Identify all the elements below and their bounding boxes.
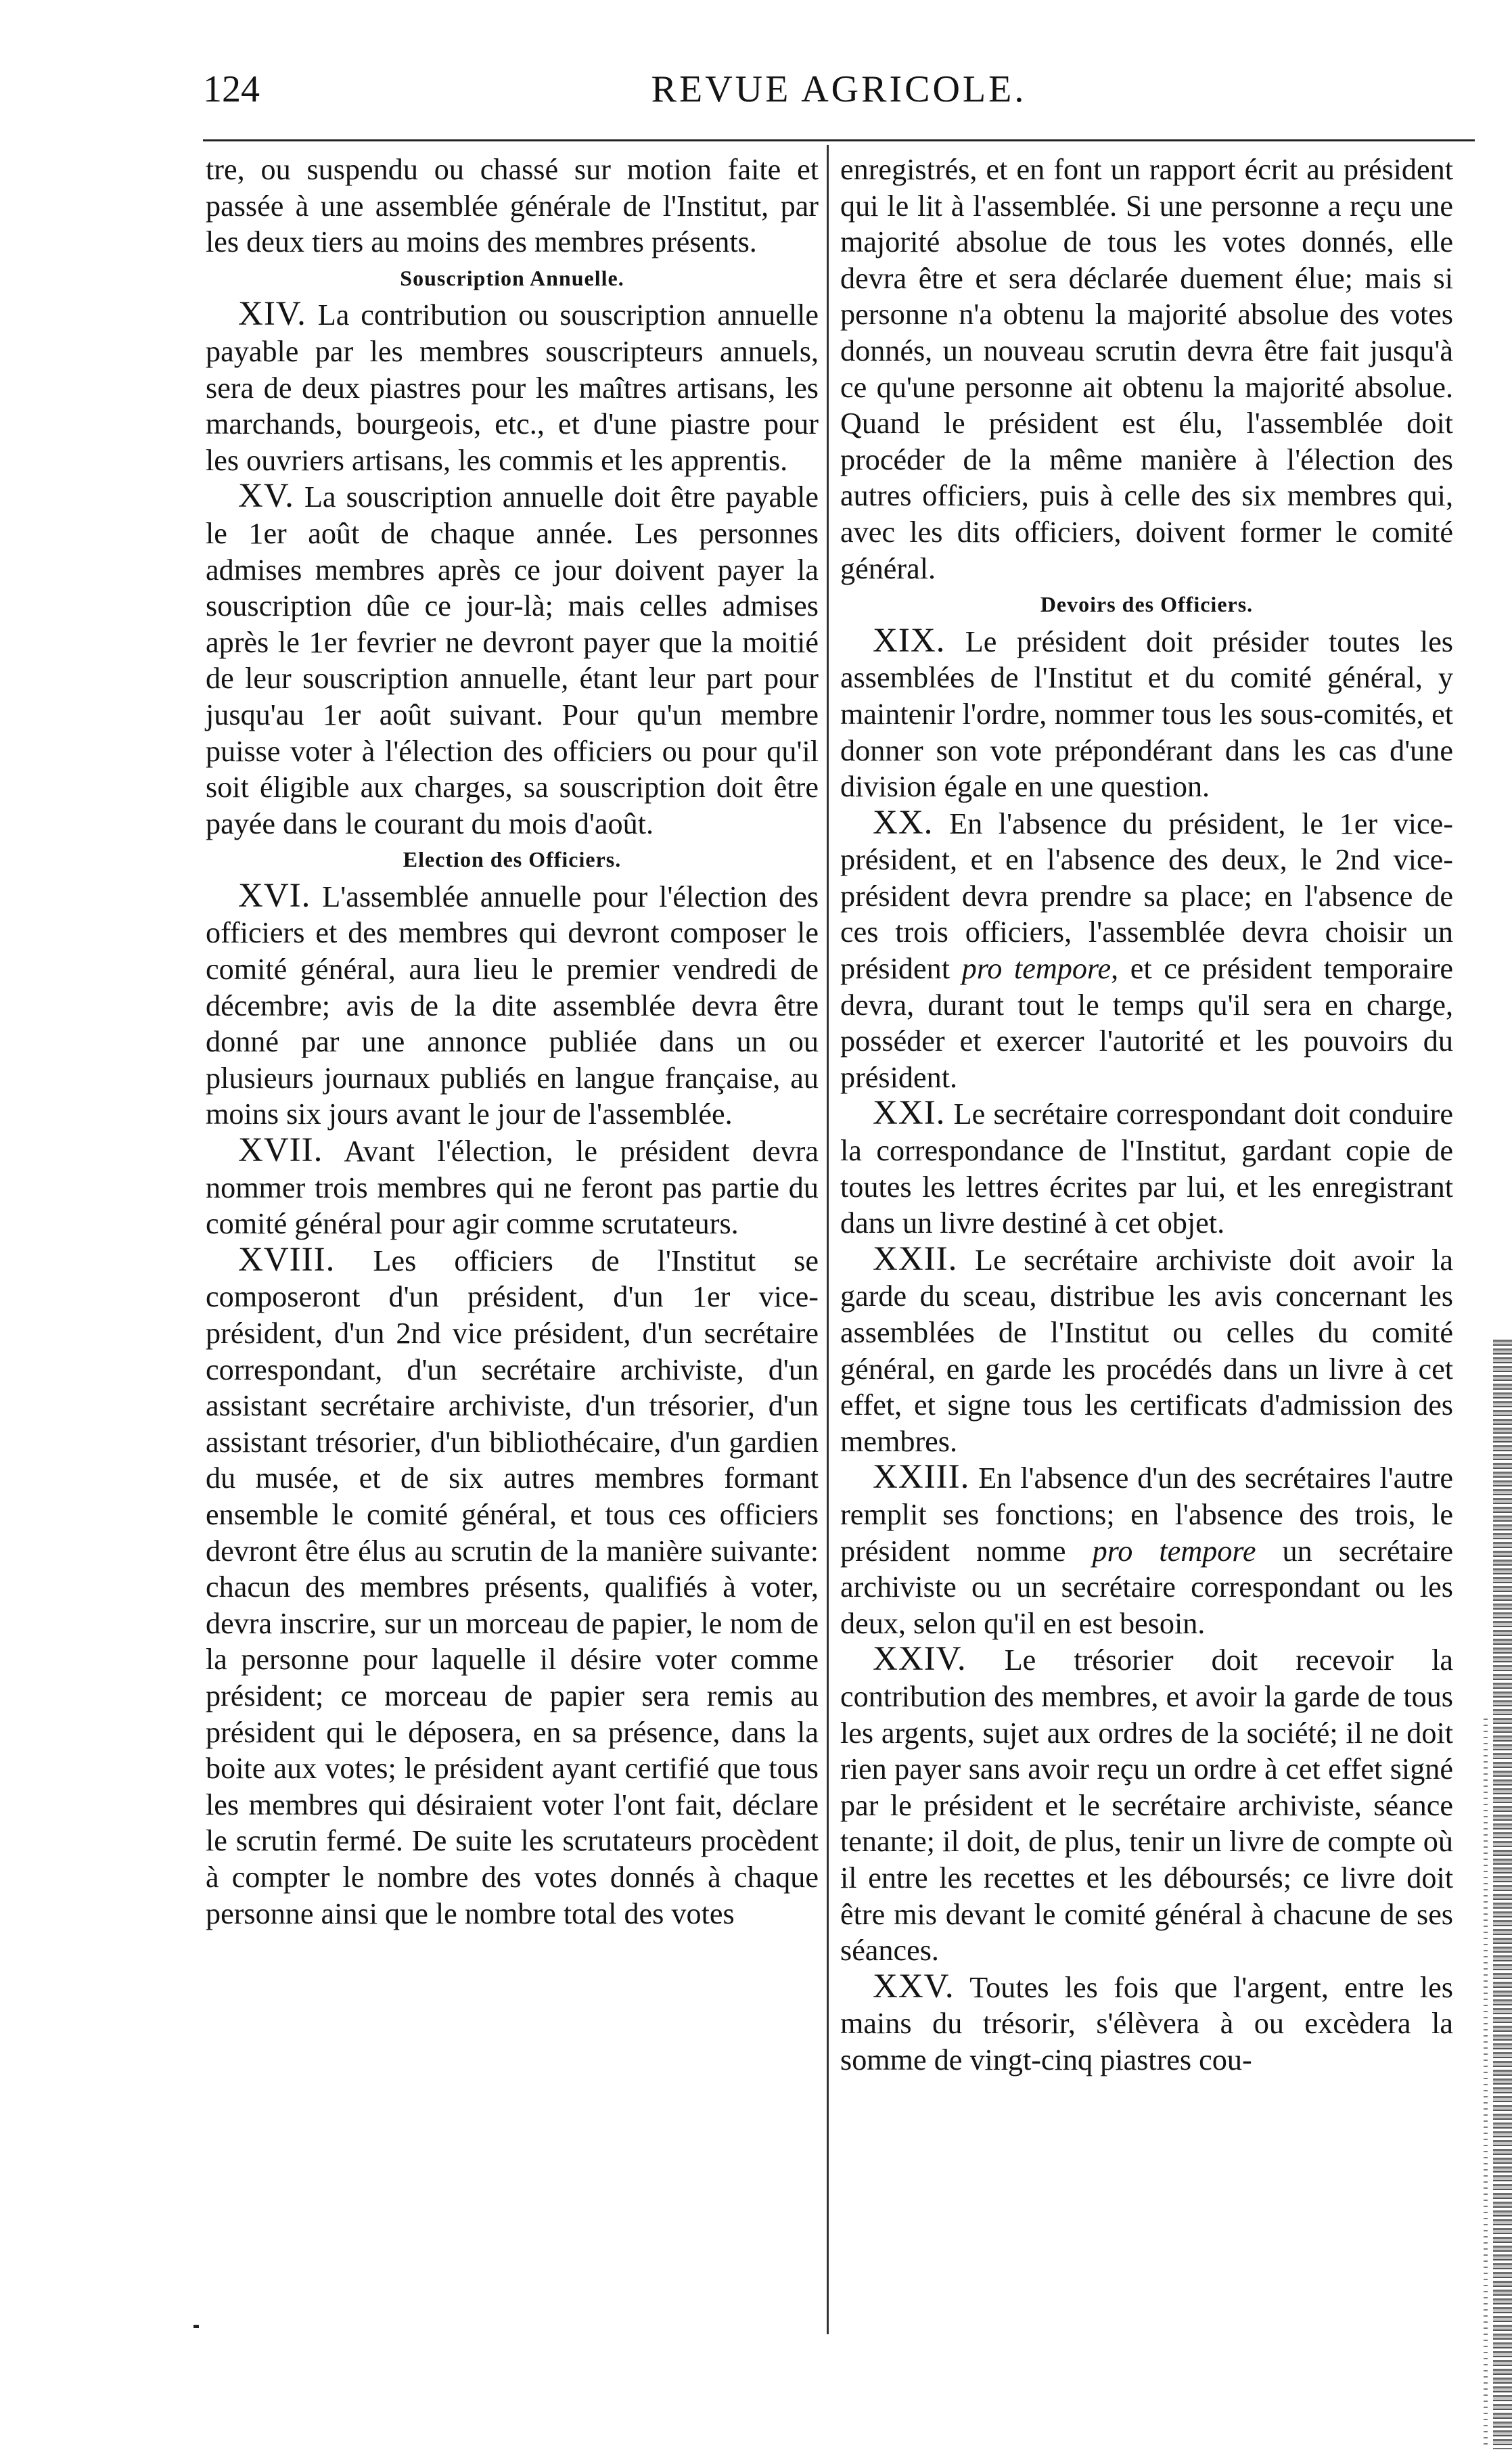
article-number: XXI. (873, 1094, 946, 1133)
article-text: , et ce président temporaire devra, durant tout le temps qu'il sera en charge, posséder et exercer l'autorité et les pouvoirs du président. (840, 952, 1453, 1094)
article-number: XVII. (238, 1131, 323, 1170)
article-text: un secrétaire archiviste ou un secrétaire correspondant ou les deux, selon qu'il en est besoin. (840, 1534, 1454, 1640)
article-xxii (840, 1242, 1453, 1460)
article-number: XXV. (873, 1967, 955, 2005)
article-text: La contribution ou souscription annuelle payable par les membres souscripteurs annuels, sera de deux piastres pour les maîtres artisans, les marchands, bourgeois, etc., et d'une piastre pour les ouvriers artisans, les commis et les apprentis. (206, 298, 819, 477)
article-text: Avant l'élection, le président devra nommer trois membres qui ne feront pas partie du comité général pour agir comme scrutateurs. (206, 1135, 819, 1241)
article-text: Toutes les fois que l'argent, entre les mains du trésorir, s'élèvera à ou excèdera la somme de vingt-cinq piastres cou- (840, 1970, 1453, 2076)
article-number: XV. (238, 477, 294, 516)
article-number: XIX. (873, 621, 946, 660)
paragraph-continued: enregistrés, et en font un rapport écrit au président qui le lit à l'assemblée. Si une personne a reçu une majorité absolue de tous les votes donnés, elle devra être et sera déclarée duement élue; mais si personne n'a obtenu la majorité absolue des votes donnés, un nouveau scrutin devra être fait jusqu'à ce qu'une personne ait obtenu la majorité absolue. Quand le président est élu, l'assemblée doit procéder de la même manière à l'élection des autres officiers, puis à celle des six membres qui, avec les dits officiers, doivent former le comité général. (840, 153, 1453, 585)
article-xxiii (840, 1459, 1453, 1641)
paragraph-continued: tre, ou suspendu ou chassé sur motion faite et passée à une assemblée générale de l'Institut, par les deux tiers au moins des membres présents. (206, 153, 819, 259)
section-heading-souscription: Souscription Annuelle. (400, 265, 624, 290)
article-text: En l'absence du président, le 1er vice-président, et en l'absence des deux, le 2nd vice-président devra prendre sa place; en l'absence de ces trois officiers, l'assemblée devra choisir un président (840, 806, 1453, 986)
italic-term: pro tempore (1092, 1534, 1256, 1568)
running-title: REVUE AGRICOLE. (651, 68, 1027, 110)
section-heading-devoirs: Devoirs des Officiers. (1040, 592, 1254, 617)
article-text: L'assemblée annuelle pour l'élection des officiers et des membres qui devront composer le comité général, aura lieu le premier vendredi de décembre; avis de la dite assemblée devra être donné par une annonce publiée dans un ou plusieurs journaux publiés en langue française, au moins six jours avant le jour de l'assemblée. (206, 880, 819, 1131)
article-text: En l'absence d'un des secrétaires l'autre remplit ses fonctions; en l'absence des trois, le président nomme (840, 1461, 1453, 1568)
article-number: XX. (873, 803, 934, 842)
article-text: Le trésorier doit recevoir la contribution des membres, et avoir la garde de tous les argents, sujet aux ordres de la société; il ne doit rien payer sans avoir reçu un ordre à cet effet signé par le président et le secrétaire archiviste, séance tenante; il doit, de plus, tenir un livre de compte où il entre les recettes et les déboursés; ce livre doit être mis devant le comité général à chacune de ses séances. (840, 1643, 1453, 1968)
header-rule (203, 139, 1475, 141)
article-number: XXIII. (873, 1458, 970, 1497)
article-xix (840, 623, 1453, 805)
article-xxi (840, 1095, 1453, 1241)
article-xxiv (840, 1641, 1453, 1968)
article-xvii (206, 1133, 819, 1242)
article-xv (206, 478, 819, 842)
article-text: Le secrétaire archiviste doit avoir la garde du sceau, distribue les avis concernant les assemblées de l'Institut ou celles du comité général, en garde les procédés dans un livre à cet effet, et signe tous les certificats d'admission des membres. (840, 1243, 1453, 1458)
article-xxv (840, 1969, 1453, 2078)
section-heading-election: Election des Officiers. (403, 847, 622, 872)
article-text: Les officiers de l'Institut se composeront d'un président, d'un 1er vice-président, d'un 2nd vice président, d'un secrétaire correspondant, d'un secrétaire archiviste, d'un assistant secrétaire archiviste, d'un trésorier, d'un assistant trésorier, d'un bibliothécaire, d'un gardien du musée, et de six autres membres formant ensemble le comité général, et tous ces officiers devront être élus au scrutin de la manière suivante: chacun des membres présents, qualifiés à voter, devra inscrire, sur un morceau de papier, le nom de la personne pour laquelle il désire voter comme président; ce morceau de papier sera remis au président qui le déposera, en sa présence, dans la boite aux votes; le président ayant certifié que tous les membres qui désiraient voter l'ont fait, déclare le scrutin fermé. De suite les scrutateurs procèdent à compter le nombre des votes donnés à chaque personne ainsi que le nombre total des votes (206, 1244, 819, 1930)
right-column (840, 152, 1453, 2078)
article-xiv (206, 296, 819, 478)
article-text: La souscription annuelle doit être payable le 1er août de chaque année. Les personnes admises membres après ce jour doivent payer la souscription dûe ce jour-là; mais celles admises après le 1er fevrier ne devront payer que la moitié de leur souscription annuelle, étant leur part pour jusqu'au 1er août suivant. Pour qu'un membre puisse voter à l'élection des officiers ou pour qu'il soit éligible aux charges, sa souscription doit être payée dans le courant du mois d'août. (206, 480, 819, 840)
scan-edge-artifact (1484, 1719, 1488, 2449)
article-number: XXII. (873, 1240, 958, 1278)
article-text: Le secrétaire correspondant doit conduire la correspondance de l'Institut, gardant copie de toutes les lettres écrites par lui, et les enregistrant dans un livre destiné à cet objet. (840, 1097, 1454, 1240)
article-number: XXIV. (873, 1640, 967, 1679)
column-divider (827, 145, 829, 2334)
page-number: 124 (203, 68, 260, 110)
scan-edge-artifact (1493, 1340, 1512, 2449)
article-text: Le président doit présider toutes les assemblées de l'Institut et du comité général, y maintenir l'ordre, nommer tous les sous-comités, et donner son vote prépondérant dans les cas d'une division égale en une question. (840, 624, 1454, 804)
page-header (203, 58, 1475, 133)
article-xx (840, 805, 1453, 1096)
stray-ink-mark (193, 2325, 199, 2328)
article-number: XIV. (238, 295, 306, 334)
article-xviii (206, 1242, 819, 1932)
italic-term: pro tempore (961, 952, 1112, 986)
left-column (206, 152, 819, 1932)
article-number: XVI. (238, 876, 311, 915)
article-number: XVIII. (238, 1240, 336, 1279)
article-xvi (206, 878, 819, 1133)
